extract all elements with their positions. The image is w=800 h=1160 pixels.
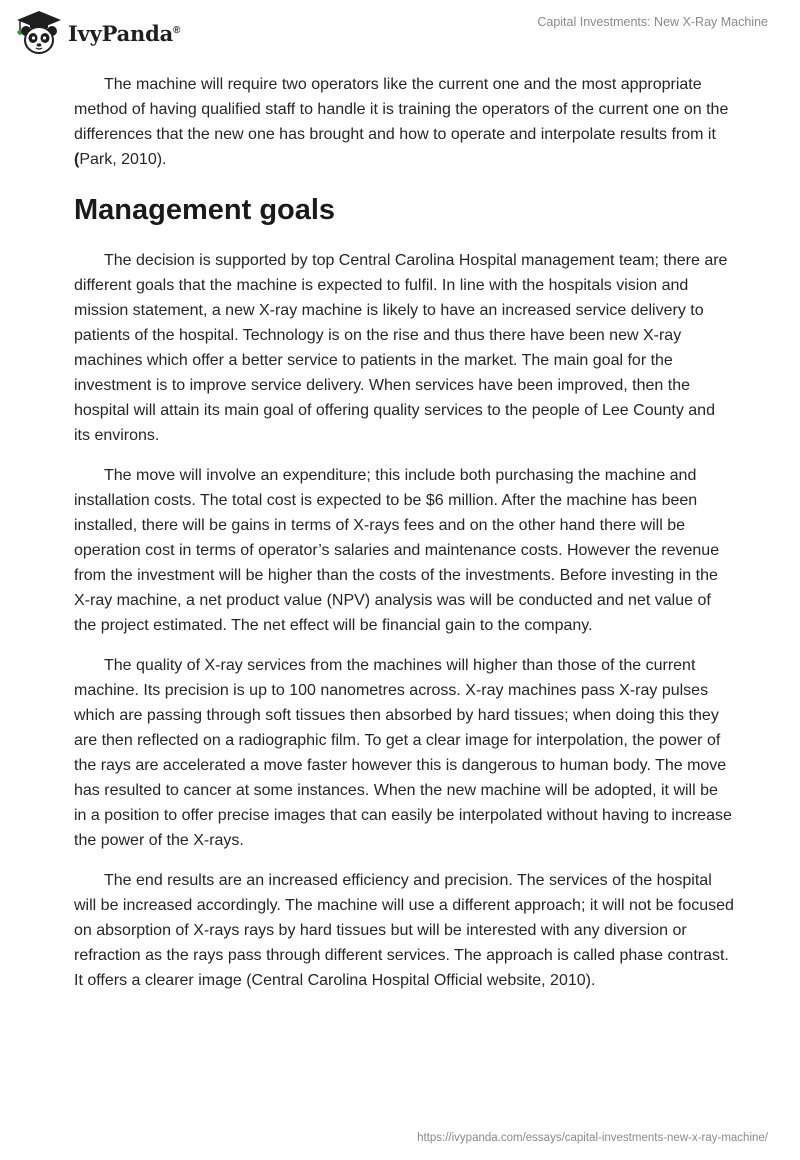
paragraph: The end results are an increased efficiency and precision. The services of the hospital will be increased accordingly. The machine will use a different approach; it will not be focused on absorption of X-rays rays by hard tissues but will be interested with any diversion or refraction as the rays pass through different services. The approach is called phase contrast. It offers a clearer image (Central Carolina Hospital Official website, 2010). <box>74 872 734 989</box>
panda-graduate-icon <box>14 8 64 58</box>
ivypanda-logo[interactable] <box>14 8 180 58</box>
paragraph: The quality of X-ray services from the machines will higher than those of the current machine. Its precision is up to 100 nanometres across. X-ray machines pass X-ray pulses which are passing through soft tissues then absorbed by hard tissues; when doing this they are then reflected on a radiographic film. To get a clear image for interpolation, the power of the rays are accelerated a move faster however this is dangerous to human body. The move has resulted to cancer at some instances. When the new machine will be adopted, it will be in a position to offer precise images that can easily be interpolated without having to increase the power of the X-rays. <box>74 657 732 849</box>
source-url[interactable]: https://ivypanda.com/essays/capital-investments-new-x-ray-machine/ <box>417 1132 768 1144</box>
logo-text: IvyPanda® <box>68 20 181 46</box>
paragraph: The move will involve an expenditure; this include both purchasing the machine and installation costs. The total cost is expected to be $6 million. After the machine has been installed, there will be gains in terms of X-rays fees and on the other hand there will be operation cost in terms of operator’s salaries and maintenance costs. However the revenue from the investment will be higher than the costs of the investments. Before investing in the X-ray machine, a net product value (NPV) analysis was will be conducted and net value of the project estimated. The net effect will be financial gain to the company. <box>74 467 720 634</box>
page-header <box>0 0 800 70</box>
essay-content <box>74 72 734 1008</box>
document-title: Capital Investments: New X-Ray Machine <box>537 15 768 29</box>
intro-paragraph: The machine will require two operators like the current one and the most appropriate method of having qualified staff to handle it is training the operators of the current one on the differences that the new one has brought and how to operate and interpolate results from it (Park, 2010). <box>74 76 729 168</box>
section-heading: Management goals <box>74 194 336 226</box>
paragraph: The decision is supported by top Central Carolina Hospital management team; there are different goals that the machine is expected to fulfil. In line with the hospitals vision and mission statement, a new X-ray machine is likely to have an increased service delivery to patients of the hospital. Technology is on the rise and thus there have been new X-ray machines which offer a better service to patients in the market. The main goal for the investment is to improve service delivery. When services have been improved, then the hospital will attain its main goal of offering quality services to the people of Lee County and its environs. <box>74 252 728 444</box>
